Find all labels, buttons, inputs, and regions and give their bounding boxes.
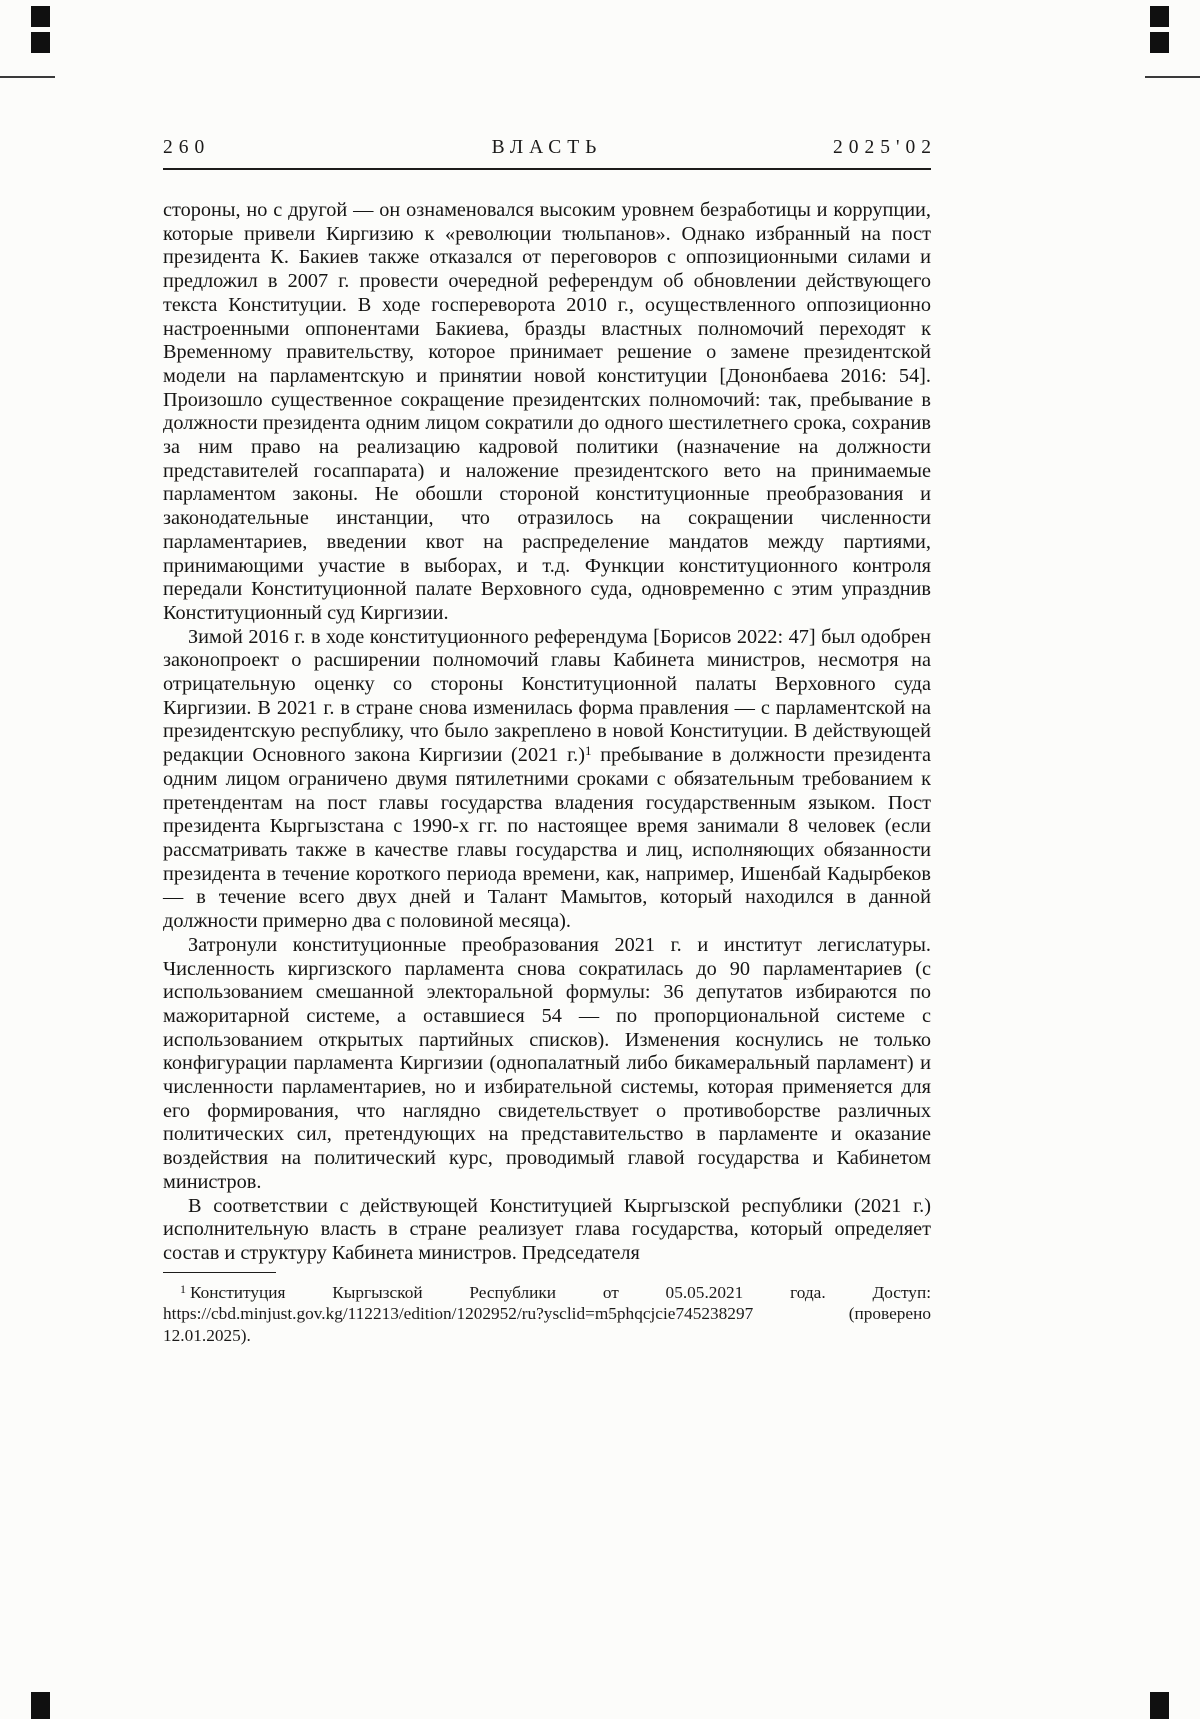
- registration-mark-bottom-left: [31, 1692, 50, 1719]
- paragraph-text: В соответствии с действующей Конституцией Кыргызской республики (2021 г.) исполнительную власть в стране реализует глава государства, который определяет состав и структуру Кабинета министров. Председателя: [163, 1194, 931, 1264]
- paragraph: [163, 199, 931, 626]
- crop-tick-left: [0, 76, 55, 78]
- crop-tick-right: [1145, 76, 1200, 78]
- paragraph-text: Затронули конституционные преобразования 2021 г. и институт легислатуры. Численность киргизского парламента снова сократилась до 90 парламентариев (с использованием смешанной электоральной формулы: 36 депутатов избираются по мажоритарной системе, а оставшиеся 54 — по пропорциональной системе с использованием открытых партийных списков). Изменения коснулись не только конфигурации парламента Киргизии (однопалатный либо бикамеральный парламент) и численности парламентариев, но и избирательной системы, которая применяется для его формирования, что наглядно свидетельствует о противоборстве различных политических сил, претендующих на представительство в парламенте и оказание воздействия на политический курс, проводимый главой государства и Кабинетом министров.: [163, 933, 931, 1193]
- footnote-marker: 1: [180, 1281, 186, 1296]
- registration-mark-top-right-1: [1150, 6, 1169, 27]
- running-header: [163, 137, 937, 159]
- footnote-paragraph: [163, 1282, 931, 1347]
- registration-mark-top-left-2: [31, 32, 50, 53]
- paragraph-text: пребывание в должности президента одним лицом ограничено двумя пятилетними сроками с обязательным требованием к претендентам на пост главы государства владения государственным языком. Пост президента Кыргызстана с 1990-х гг. по настоящее время занимали 8 человек (если рассматривать также в качестве главы государства и лиц, исполняющих обязанности президента в течение короткого периода времени, как, например, Ишенбай Кадырбеков — в течение всего двух дней и Талант Мамытов, который находился в данной должности примерно два с половиной месяца).: [163, 744, 931, 933]
- header-rule: [163, 168, 931, 170]
- journal-title: ВЛАСТЬ: [491, 137, 603, 158]
- footnote: [163, 1282, 931, 1347]
- paragraph: [163, 1195, 931, 1266]
- footnote-text: Конституция Кыргызской Республики от 05.05.2021 года. Доступ: https://cbd.minjust.gov.kg/112213/edition/1202952/ru?ysclid=m5phqcjcie745238297 (проверено 12.01.2025).: [163, 1282, 931, 1346]
- registration-mark-top-right-2: [1150, 32, 1169, 53]
- page-number: 260: [163, 137, 211, 158]
- issue-number: 2025'02: [832, 137, 937, 158]
- footnote-separator: [163, 1272, 276, 1273]
- paragraph-text: стороны, но с другой — он ознаменовался высоким уровнем безработицы и коррупции, которые привели Киргизию к «революции тюльпанов». Однако избранный на пост президента К. Бакиев также отказался от переговоров с оппозиционными силами и предложил в 2007 г. провести очередной референдум об обновлении действующего текста Конституции. В ходе госпереворота 2010 г., осуществленного оппозиционно настроенными оппонентами Бакиева, бразды властных полномочий переходят к Временному правительству, которое принимает решение о замене президентской модели на парламентскую и принятии новой конституции [Дононбаева 2016: 54]. Произошло существенное сокращение президентских полномочий: так, пребывание в должности президента одним лицом сократили до одного шестилетнего срока, сохранив за ним право на реализацию кадровой политики (назначение на должности представителей госаппарата) и наложение президентского вето на принимаемые парламентом законы. Не обошли стороной конституционные преобразования и законодательные инстанции, что отразилось на сокращении численности парламентариев, введении квот на распределение мандатов между партиями, принимающими участие в выборах, и т.д. Функции конституционного контроля передали Конституционной палате Верховного суда, одновременно с этим упразднив Конституционный суд Киргизии.: [163, 199, 931, 624]
- paragraph: [163, 626, 931, 934]
- footnote-reference-marker: 1: [584, 743, 592, 759]
- article-body: [163, 199, 931, 1266]
- page-content: [163, 137, 937, 1347]
- paragraph-text: Зимой 2016 г. в ходе конституционного референдума [Борисов 2022: 47] был одобрен законопроект о расширении полномочий главы Кабинета министров, несмотря на отрицательную оценку со стороны Конституционной палаты Верховного суда Киргизии. В 2021 г. в стране снова изменилась форма правления — с парламентской на президентскую республику, что было закреплено в новой Конституции. В действующей редакции Основного закона Киргизии (2021 г.): [163, 625, 931, 767]
- registration-mark-top-left-1: [31, 6, 50, 27]
- registration-mark-bottom-right: [1150, 1692, 1169, 1719]
- paragraph: [163, 934, 931, 1195]
